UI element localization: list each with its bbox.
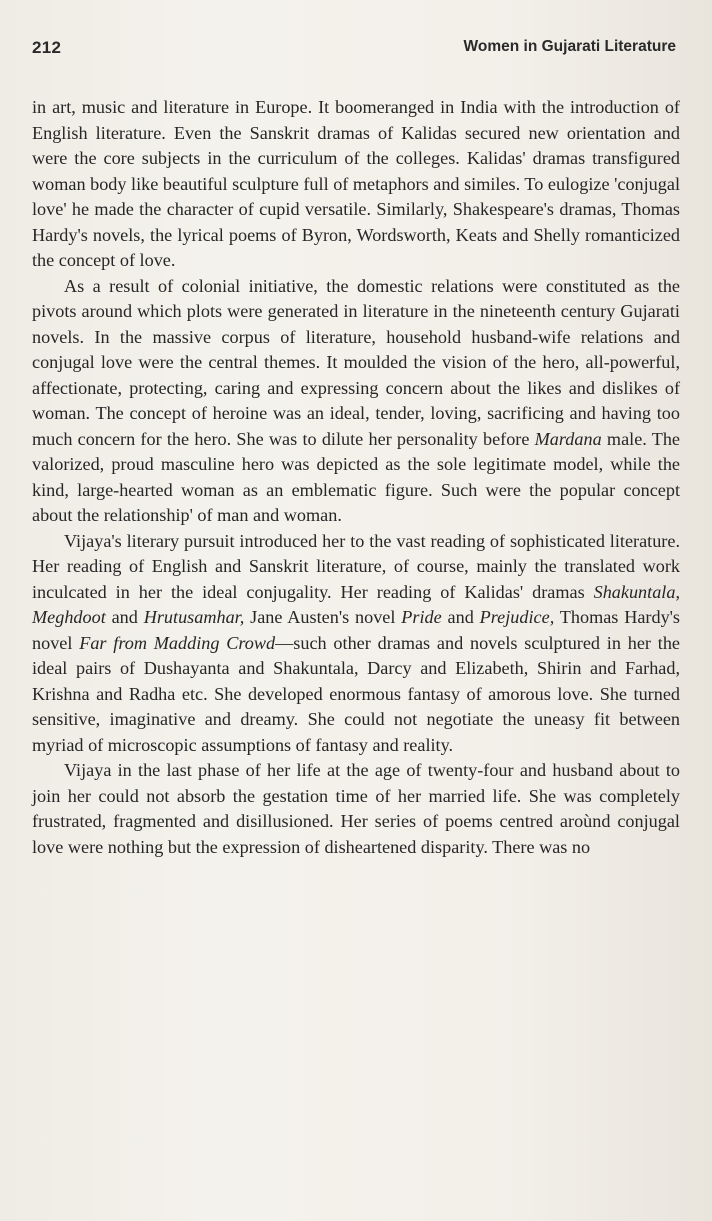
paragraph-3-text-4: Jane Austen's novel <box>244 607 402 627</box>
page-header <box>32 38 676 64</box>
paragraph-2-text-a: As a result of colonial initiative, the domestic relations were constituted as the pivots around which plots were generated in literature in the nineteenth century Gujarati novels. In the massive corpus of literature, household husband-wife relations and conjugal love were the central themes. It moulded the vision of the hero, all-powerful, affectionate, protecting, caring and expressing concern about the likes and dislikes of woman. The concept of heroine was an ideal, tender, loving, sacrificing and having too much concern for the hero. She was to dilute her personality before <box>32 275 680 449</box>
paragraph-3 <box>32 529 680 759</box>
paragraph-3-text-7: —such other dramas and novels sculptured in her the ideal pairs of Dushayanta and Shakuntala, Darcy and Elizabeth, Shirin and Farhad, Krishna and Radha etc. She developed enormous fantasy of amorous love. She turned sensitive, imaginative and dreamy. She could not negotiate the uneasy fit between myriad of microscopic assumptions of fantasy and reality. <box>32 632 680 755</box>
paragraph-2 <box>32 274 680 529</box>
title-shakuntala: Shakuntala <box>593 581 676 602</box>
paragraph-3-text-2: , <box>675 581 680 602</box>
title-meghdoot: Meghdoot <box>32 607 106 627</box>
body-text <box>32 95 680 860</box>
paragraph-2-text-b: male. The valorized, proud masculine hero was depicted as the sole legitimate model, while the kind, large-hearted woman as an emblematic figure. Such were the popular concept about the relationship' of man and woman. <box>32 428 680 525</box>
paragraph-4: Vijaya in the last phase of her life at the age of twenty-four and husband about to join her could not absorb the gestation time of her married life. She was completely frustrated, fragmented and disillusioned. Her series of poems centred aroùnd conjugal love were nothing but the expression of disheartened disparity. There was no <box>32 760 680 857</box>
title-far-from-madding-crowd: Far from Madding Crowd <box>79 632 276 653</box>
title-hrutusamhar: Hrutusamhar, <box>143 607 245 627</box>
italic-term-mardana: Mardana <box>534 428 602 449</box>
paragraph-3-text-1: Vijaya's literary pursuit introduced her to the vast reading of sophisticated literature. Her reading of English and Sanskrit literature, of course, mainly the translated work inculcated in her the ideal conjugality. Her reading of Kalidas' dramas <box>32 530 680 602</box>
paragraph-3-text-3: and <box>105 607 144 627</box>
title-pride: Pride <box>401 607 442 627</box>
running-title: Women in Gujarati Literature <box>463 38 676 55</box>
page-number: 212 <box>32 38 62 57</box>
title-prejudice: Prejudice, <box>479 607 555 627</box>
paragraph-3-text-6: Thomas Hardy's novel <box>32 607 681 653</box>
paragraph-1: in art, music and literature in Europe. It boomeranged in India with the introduction of English literature. Even the Sanskrit dramas of Kalidas secured new orientation and were the core subjects in the curriculum of the colleges. Kalidas' dramas transfigured woman body like beautiful sculpture full of metaphors and similes. To eulogize 'conjugal love' he made the character of cupid versatile. Similarly, Shakespeare's dramas, Thomas Hardy's novels, the lyrical poems of Byron, Wordsworth, Keats and Shelly romanticized the concept of love. <box>32 97 680 270</box>
paragraph-3-text-5: and <box>441 607 480 627</box>
